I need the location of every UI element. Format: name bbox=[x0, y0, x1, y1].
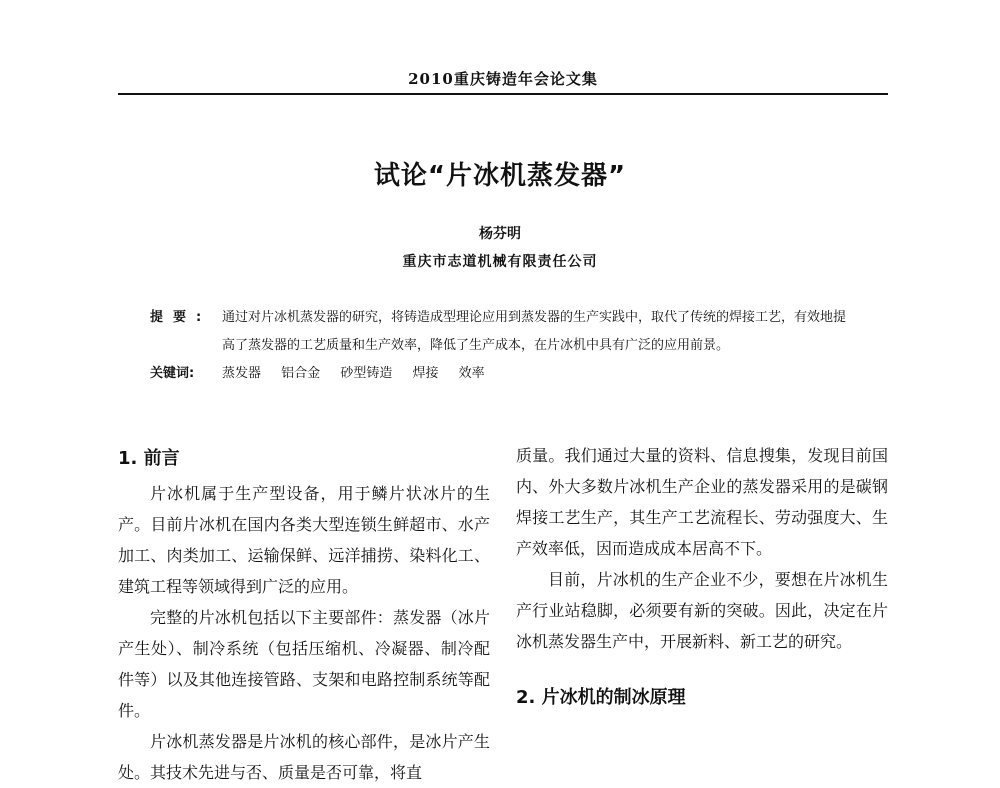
paper-title: 试论“片冰机蒸发器” bbox=[373, 161, 627, 191]
section-heading-principle: 2. 片冰机的制冰原理 bbox=[516, 687, 686, 708]
keywords-label: 关键词: bbox=[150, 366, 195, 381]
keywords-row bbox=[150, 360, 850, 388]
body-paragraph: 完整的片冰机包括以下主要部件：蒸发器（冰片产生处）、制冷系统（包括压缩机、冷凝器、制冷配件等）以及其他连接管路、支架和电路控制系统等配件。 bbox=[118, 608, 490, 720]
body-paragraph: 片冰机属于生产型设备，用于鳞片状冰片的生产。目前片冰机在国内各类大型连锁生鲜超市、水产加工、肉类加工、运输保鲜、远洋捕捞、染料化工、建筑工程等领域得到广泛的应用。 bbox=[118, 484, 490, 596]
header-rule bbox=[118, 93, 888, 95]
right-column bbox=[516, 440, 888, 717]
keyword: 铝合金 bbox=[281, 366, 321, 381]
author-name: 杨芬明 bbox=[479, 226, 521, 242]
abstract-text: 通过对片冰机蒸发器的研究，将铸造成型理论应用到蒸发器的生产实践中，取代了传统的焊接工艺，有效地提高了蒸发器的工艺质量和生产效率，降低了生产成本，在片冰机中具有广泛的应用前景。 bbox=[222, 310, 847, 353]
left-column bbox=[118, 440, 490, 788]
abstract-row bbox=[150, 304, 850, 360]
keywords-list bbox=[222, 360, 850, 388]
abstract-block bbox=[150, 304, 850, 388]
keyword: 焊接 bbox=[412, 366, 439, 381]
keyword: 砂型铸造 bbox=[340, 366, 393, 381]
body-paragraph-continued: 质量。我们通过大量的资料、信息搜集，发现目前国内、外大多数片冰机生产企业的蒸发器采用的是碳钢焊接工艺生产，其生产工艺流程长、劳动强度大、生产效率低，因而造成成本居高不下。 bbox=[516, 446, 888, 558]
author-affiliation: 重庆市志道机械有限责任公司 bbox=[402, 254, 598, 270]
abstract-label: 提要: bbox=[150, 310, 212, 325]
section-heading-intro: 1. 前言 bbox=[118, 448, 180, 469]
body-paragraph: 目前，片冰机的生产企业不少，要想在片冰机生产行业站稳脚，必须要有新的突破。因此，决定在片冰机蒸发器生产中，开展新料、新工艺的研究。 bbox=[516, 570, 888, 651]
body-paragraph: 片冰机蒸发器是片冰机的核心部件，是冰片产生处。其技术先进与否、质量是否可靠，将直 bbox=[118, 732, 490, 782]
keyword: 效率 bbox=[458, 366, 485, 381]
keyword: 蒸发器 bbox=[222, 366, 262, 381]
running-header: 2010重庆铸造年会论文集 bbox=[408, 70, 598, 88]
